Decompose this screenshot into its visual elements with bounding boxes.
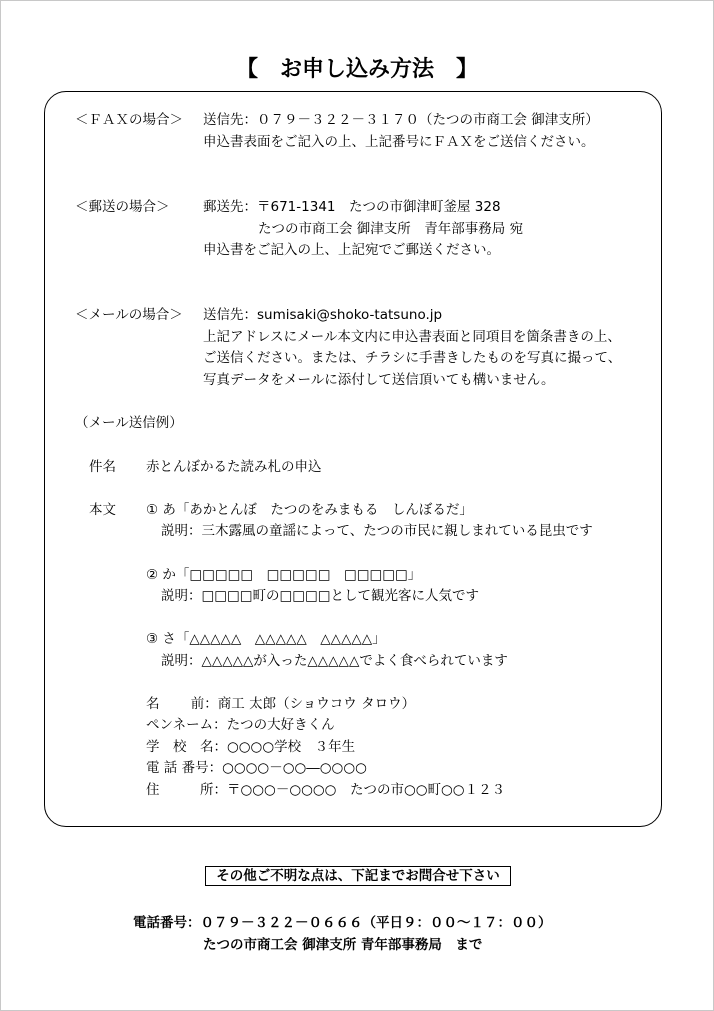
example-address: 住 所：〒○○○－○○○○ たつの市○○町○○１２３	[146, 782, 506, 798]
mail-instruction: 申込書をご記入の上、上記宛でご郵送ください。	[203, 242, 500, 258]
footer-organization: たつの市商工会 御津支所 青年部事務局 まで	[203, 937, 483, 953]
email-destination: 送信先：sumisaki@shoko-tatsuno.jp	[203, 307, 443, 323]
fax-instruction: 申込書表面をご記入の上、上記番号にＦＡＸをご送信ください。	[203, 134, 595, 150]
email-instruction-3: 写真データをメールに添付して送信頂いても構いません。	[203, 372, 555, 388]
example-phone: 電 話 番号：○○○○－○○―○○○○	[146, 760, 367, 776]
example-item-2-desc: 説明：□□□□町の□□□□として観光客に人気です	[161, 588, 480, 604]
mail-address: 郵送先：〒671-1341 たつの市御津町釜屋 328	[203, 199, 501, 215]
inquiry-notice: その他ご不明な点は、下記までお問合せ下さい	[205, 866, 511, 886]
example-heading: （メール送信例）	[75, 415, 183, 431]
example-item-1: ① あ「あかとんぼ たつのをみまもる しんぼるだ」	[146, 502, 473, 518]
page-title: 【 お申し込み方法 】	[235, 57, 478, 82]
example-school: 学 校 名：○○○○学校 ３年生	[146, 739, 356, 755]
example-penname: ペンネーム：たつの大好きくん	[146, 717, 335, 733]
subject-value: 赤とんぼかるた読み札の申込	[146, 459, 322, 475]
example-item-3-desc: 説明：△△△△△が入った△△△△△でよく食べられています	[161, 653, 508, 669]
mail-recipient: たつの市商工会 御津支所 青年部事務局 宛	[258, 221, 524, 237]
email-instruction-2: ご送信ください。または、チラシに手書きしたものを写真に撮って、	[203, 350, 622, 366]
fax-destination: 送信先：０７９－３２２－３１７０（たつの市商工会 御津支所）	[203, 112, 599, 128]
example-name: 名 前：商工 太郎（ショウコウ タロウ）	[146, 696, 416, 712]
example-item-1-desc: 説明：三木露風の童謡によって、たつの市民に親しまれている昆虫です	[161, 523, 593, 539]
body-label: 本文	[89, 502, 116, 518]
email-instruction-1: 上記アドレスにメール本文内に申込書表面と同項目を箇条書きの上、	[203, 329, 621, 345]
footer-phone: 電話番号：０７９－３２２－０６６６（平日９：００～１７：００）	[133, 915, 552, 931]
mail-label: ＜郵送の場合＞	[75, 199, 170, 215]
fax-label: ＜ＦＡＸの場合＞	[75, 112, 183, 128]
subject-label: 件名	[89, 459, 116, 475]
email-label: ＜メールの場合＞	[75, 307, 183, 323]
example-item-2: ② か「□□□□□ □□□□□ □□□□□」	[146, 567, 422, 583]
example-item-3: ③ さ「△△△△△ △△△△△ △△△△△」	[146, 631, 386, 647]
